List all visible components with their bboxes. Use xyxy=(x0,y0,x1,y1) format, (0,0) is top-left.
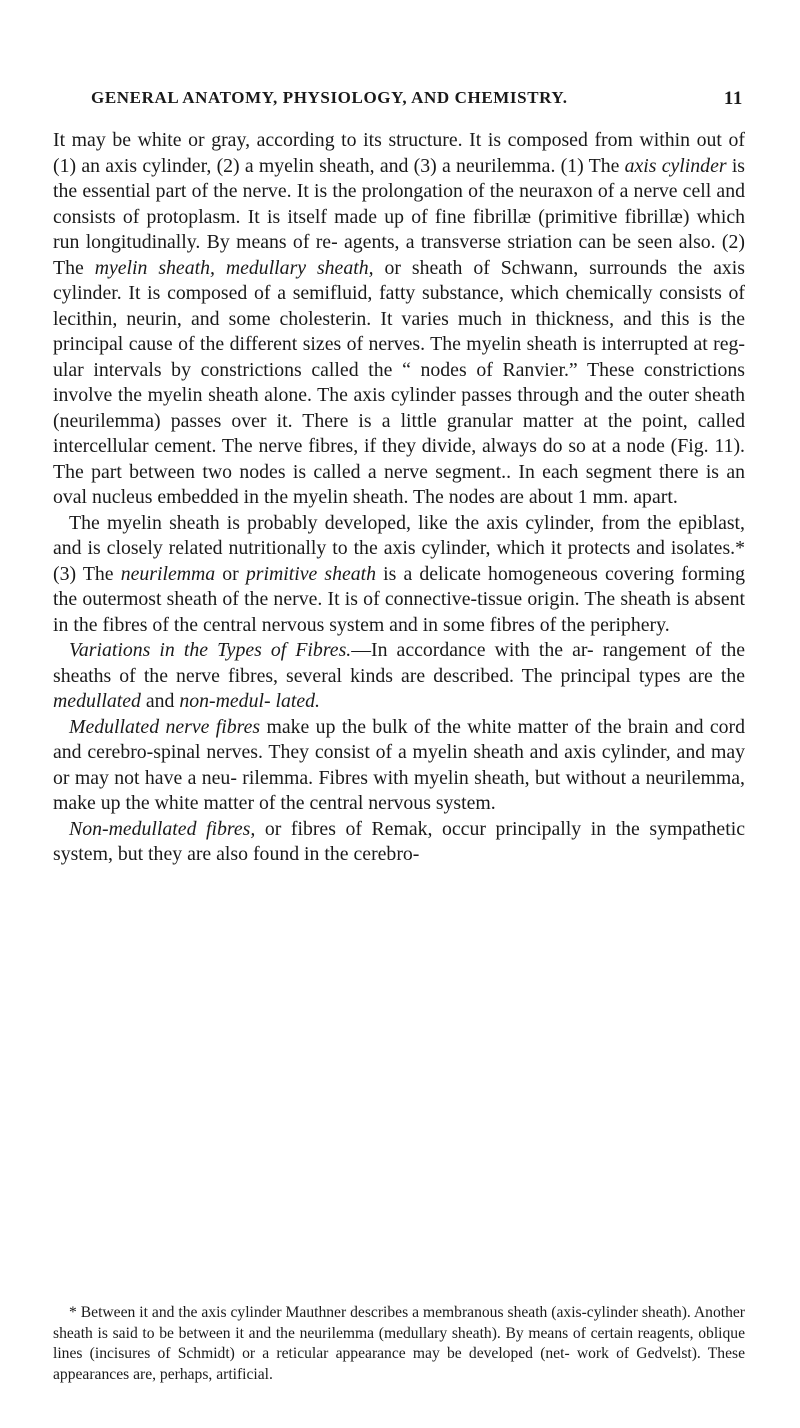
italic-term: primitive sheath xyxy=(245,562,377,585)
running-title: GENERAL ANATOMY, PHYSIOLOGY, AND CHEMISTRY. xyxy=(91,88,568,107)
italic-term: Variations in the Types of Fibres. xyxy=(69,639,352,661)
text-run: It may be white or gray, according to its structure. It is composed from within out of (1) an axis cylinder, (2) a myelin sheath, and (3) a neurilemma. (1) The xyxy=(53,129,745,177)
footnote xyxy=(53,1303,745,1385)
italic-term: Non-medullated fibres, xyxy=(69,817,256,840)
text-run: or sheath of Schwann, surrounds the axis cylinder. It is composed of a semifluid, fatty substance, which chemically consists of lecithin, neurin, and some cholesterin. It varies much in thickness, and this is the principal cause of the different sizes of nerves. The myelin sheath is interrupted at reg- ular intervals by constrictions called the “ nodes of Ranvier.” These constrictions involve the myelin sheath alone. The axis cylinder passes through and the outer sheath (neurilemma) passes over it. There is a little granular matter at the point, called intercellular cement. The nerve fibres, if they divide, always do so at a node (Fig. 11). The part between two nodes is called a nerve segment.. In each segment there is an oval nucleus embedded in the myelin sheath. The nodes are about 1 mm. apart. xyxy=(53,256,745,508)
italic-term: medullated xyxy=(53,690,141,712)
text-run: or xyxy=(215,562,246,585)
italic-term: axis cylinder xyxy=(624,154,727,177)
paragraph-4 xyxy=(53,715,745,817)
page-number: 11 xyxy=(723,88,743,109)
paragraph-2 xyxy=(53,511,745,639)
italic-term: non-medul- lated. xyxy=(179,690,320,712)
text-run: is a delicate homogeneous covering forming the outermost sheath of the nerve. It is of connective-tissue origin. The sheath is absent in the fibres of the central nervous system and in some fibres of the periphery. xyxy=(53,562,745,636)
paragraph-5 xyxy=(53,817,745,868)
running-head xyxy=(57,88,743,112)
italic-term: myelin sheath, medullary sheath, xyxy=(94,256,374,279)
text-run: and xyxy=(140,690,180,712)
text-run: is the essential part of the nerve. It is the prolongation of the neuraxon of a nerve cell and consists of protoplasm. It is itself made up of fine fibrillæ (primitive fibrillæ) which run longitudinally. By means of re- agents, a transverse striation can be seen also. (2) The xyxy=(53,154,746,279)
body-text xyxy=(53,128,745,868)
text-run: make up the bulk of the white matter of the brain and cord and cerebro-spinal nerves. They consist of a myelin sheath and axis cylinder, and may or may not have a neu- rilemma. Fibres with myelin sheath, but without a neurilemma, make up the white matter of the central nervous system. xyxy=(53,715,746,814)
paragraph-3 xyxy=(53,638,745,715)
text-run: The myelin sheath is probably developed, like the axis cylinder, from the epiblast, and is closely related nutritionally to the axis cylinder, which it protects and isolates.* (3) The xyxy=(53,511,745,585)
text-run: —In accordance with the ar- rangement of the sheaths of the nerve fibres, several kinds are described. The principal types are the xyxy=(53,639,745,687)
text-run: or fibres of Remak, occur principally in the sympathetic system, but they are also found in the cerebro- xyxy=(53,817,745,865)
italic-term: Medullated nerve fibres xyxy=(69,715,261,738)
paragraph-1 xyxy=(53,128,745,511)
italic-term: neurilemma xyxy=(120,562,216,585)
footnote-text: * Between it and the axis cylinder Mauthner describes a membranous sheath (axis-cylinder sheath). Another sheath is said to be between it and the neurilemma (medullary sheath). By means of certain reagents, oblique lines (incisures of Schmidt) or a reticular appearance may be developed (net- work of Gedvelst). These appearances are, perhaps, artificial. xyxy=(53,1304,745,1383)
